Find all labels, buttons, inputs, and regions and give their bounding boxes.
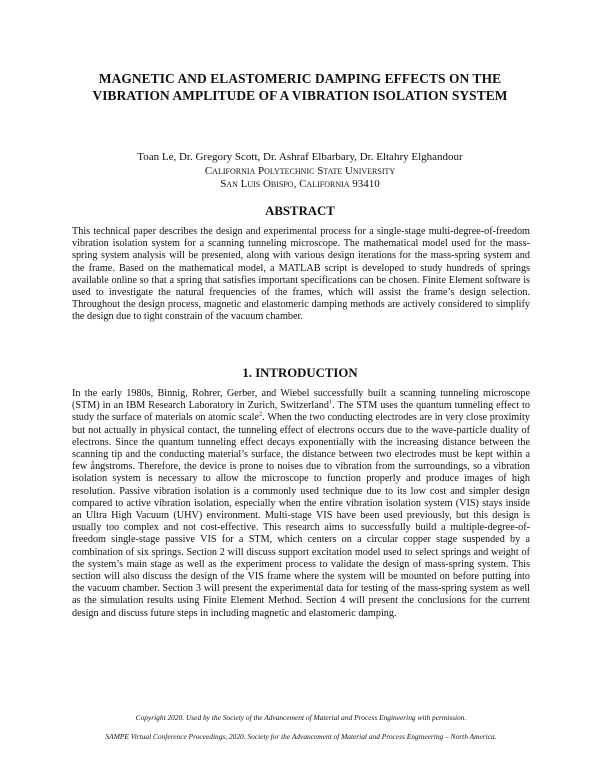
reference-2: 2 <box>259 411 263 419</box>
abstract-text: This technical paper describes the design and experimental process for a single-stage multi-degree-of-freedom vibration isolation system for a scanning tunneling microscope. The mathematical model used for the mass-spring system analysis will be presented, along with various design iterations for the mass-spring system and the frame. Based on the mathematical model, a MATLAB script is developed to study hundreds of springs available online so that a spring that satisfies important specifications can be chosen. Finite Element software is used to investigate the natural frequencies of the frames, which will assist the frame’s design selection. Throughout the design process, magnetic and elastomeric damping methods are actively considered to simplify the design due to tight constrain of the vacuum chamber. <box>72 226 530 323</box>
intro-text-part1: In the early 1980s, Binnig, Rohrer, Gerber, and Wiebel successfully built a scanning tunneling microscope (STM) in an IBM Research Laboratory in Zurich, Switzerland <box>72 388 530 412</box>
copyright-footer: Copyright 2020. Used by the Society of the Advancement of Material and Process Engineering with permission. <box>135 713 467 722</box>
introduction-text <box>72 388 530 620</box>
author-affiliation: California Polytechnic State University <box>204 164 396 177</box>
author-block <box>60 151 540 192</box>
reference-1: 1 <box>328 398 333 406</box>
author-list: Toan Le, Dr. Gregory Scott, Dr. Ashraf Elbarbary, Dr. Eltahry Elghandour <box>137 151 463 163</box>
introduction-heading: 1. INTRODUCTION <box>242 366 358 380</box>
paper-title: MAGNETIC AND ELASTOMERIC DAMPING EFFECTS ON THE VIBRATION AMPLITUDE OF A VIBRATION ISOLATION SYSTEM <box>92 71 508 103</box>
proceedings-footer: SAMPE Virtual Conference Proceedings, 2020. Society for the Advancement of Material and Process Engineering – North America. <box>105 732 497 741</box>
intro-text-part3: . When the two conducting electrodes are in very close proximity but not actually in physical contact, the tunneling effect of electrons occurs due to the wave-particle duality of electrons. Since the quantum tunneling effect decays exponentially with the increasing distance between the scanning tip and the conducting material’s surface, the distance between two electrodes must be kept within a few ångstroms. Therefore, the device is prone to noises due to vibration from the surroundings, so a vibration isolation system is necessary to allow the microscope to function properly and produce images of high resolution. Passive vibration isolation is a commonly used technique due to its low cost and simpler design compared to active vibration isolation, especially when the entire vibration isolation system (VIS) stays inside an Ultra High Vacuum (UHV) environment. Multi-stage VIS have been used previously, but this design is usually too complex and not cost-effective. This research aims to successfully build a multiple-degree-of-freedom single-stage passive VIS for a STM, which centers on a circular copper stage suspended by a combination of six springs. Section 2 will discuss support excitation model used to select springs and weight of the system’s main stage as well as the experiment process to validate the design of mass-spring system. This section will also discuss the design of the VIS frame where the system will be mounted on before putting into the vacuum chamber. Section 3 will present the experimental data for testing of the mass-spring system as well as the simulation results using Finite Element Method. Section 4 will present the conclusions for the current design and discuss future steps in including magnetic and elastomeric damping. <box>72 412 530 619</box>
author-location: San Luis Obispo, California 93410 <box>220 178 380 190</box>
abstract-heading: ABSTRACT <box>265 204 335 218</box>
intro-text-part2: . The STM uses the quantum tunneling effect to study the surface of materials on atomic scale <box>72 400 530 424</box>
